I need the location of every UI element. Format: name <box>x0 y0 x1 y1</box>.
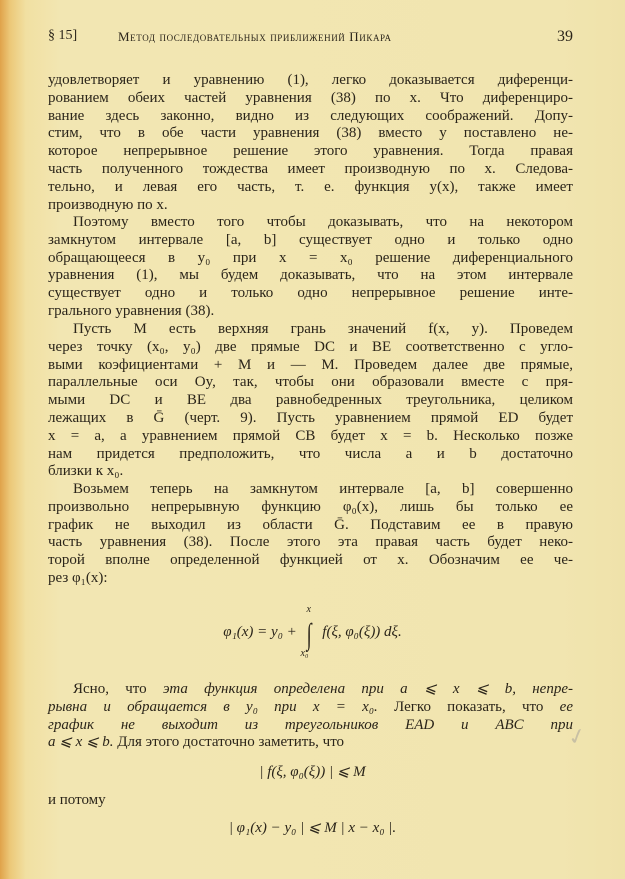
text-line <box>48 681 573 699</box>
paragraph-4 <box>48 481 573 588</box>
text-segment: Для этого достаточно заметить, что <box>113 734 345 751</box>
formula-phi1 <box>0 604 625 659</box>
text-line: произвольно непрерывную функцию φ₀(x), лишь бы только ее <box>48 498 573 515</box>
running-title: Метод последовательных приближений Пикара <box>118 29 392 44</box>
text-line <box>48 734 573 752</box>
paragraph-3 <box>48 321 573 481</box>
text-line: вание здесь законно, видно из следующих соображений. Допу- <box>48 107 573 124</box>
text-line: параллельные оси Oy, так, чтобы они образовали вместе с пря- <box>48 374 573 391</box>
paragraph-1 <box>48 72 573 214</box>
formula-lhs: φ₁(x) = y₀ + <box>223 624 297 640</box>
italic-segment: a ⩽ x ⩽ b. <box>48 734 114 751</box>
page-header <box>48 28 573 48</box>
text-line: часть полученного тождества имеет производную по x. Следова- <box>48 160 573 177</box>
text-line: близки к x₀. <box>48 463 124 480</box>
formula-bound: | f(ξ, φ₀(ξ)) | ⩽ M <box>259 764 366 780</box>
text-line: тельно, и левая его часть, т. е. функция y(x), также имеет <box>48 178 573 195</box>
text-line: Пусть M есть верхняя грань значений f(x, y). Проведем <box>73 321 573 337</box>
text-line: стим, что в обе части уравнения (38) вместо y поставлено не- <box>48 125 573 142</box>
text-segment: Легко показать, что <box>377 698 560 715</box>
integral-lower-limit: x₀ <box>300 648 309 659</box>
italic-segment: эта функция определена при a ⩽ x ⩽ b, непре- <box>162 681 573 697</box>
italic-segment: ее <box>559 698 573 715</box>
text-line: нам придется предположить, что числа a и b достаточно <box>48 445 573 462</box>
section-number: § 15] <box>48 28 78 43</box>
text-line: замкнутом интервале [a, b] существует одно и только одно <box>48 231 573 248</box>
text-line: x = a, а уравнением прямой CB будет x = b. Несколько позже <box>48 427 573 444</box>
text-line: выми коэфициентами + M и — M. Проведем далее две прямые, <box>48 356 573 373</box>
text-line: удовлетворяет и уравнению (1), легко доказывается диференци- <box>48 72 573 88</box>
text-segment: Ясно, что <box>73 681 163 697</box>
formula-integrand: f(ξ, φ₀(ξ)) dξ. <box>322 624 402 640</box>
page-number: 39 <box>557 28 573 45</box>
text-line: уравнения (1), мы будем доказывать, что на этом интервале <box>48 267 573 284</box>
pencil-check-mark-icon: ✓ <box>564 722 590 751</box>
italic-segment: рывна и обращается в y₀ при x = x₀. <box>48 698 378 715</box>
text-line: через точку (x₀, y₀) две прямые DC и BE соответственно с угло- <box>48 338 573 355</box>
and-therefore-text: и потому <box>48 792 106 808</box>
text-line: Поэтому вместо того чтобы доказывать, что на некотором <box>73 214 573 230</box>
text-line: рованием обеих частей уравнения (38) по x. Что диференциро- <box>48 89 573 106</box>
paragraph-5 <box>48 681 573 752</box>
text-line: график не выходит из треугольников EAD и ABC при <box>48 716 573 733</box>
text-line: Возьмем теперь на замкнутом интервале [a, b] совершенно <box>73 481 573 497</box>
text-line: часть уравнения (38). После этого эта правая часть будет неко- <box>48 534 573 551</box>
integral-sign: ∫ <box>307 618 313 651</box>
text-line: график не выходил из области Ḡ. Подставим ее в правую <box>48 516 573 533</box>
text-line <box>48 699 573 717</box>
text-line: которое непрерывное решение этого уравнения. Тогда правая <box>48 143 573 160</box>
integral-upper-limit: x <box>306 604 311 615</box>
paragraph-2 <box>48 214 573 321</box>
formula-estimate: | φ₁(x) − y₀ | ⩽ M | x − x₀ |. <box>228 820 397 836</box>
text-line: торой вполне определенной функцией от x. Обозначим ее че- <box>48 552 573 569</box>
text-line: производную по x. <box>48 196 168 213</box>
text-line: обращающееся в y₀ при x = x₀ решение диференциального <box>48 249 573 266</box>
text-line: грального уравнения (38). <box>48 302 215 319</box>
text-line: рез φ₁(x): <box>48 569 108 586</box>
text-line: мыми DC и BE два равнобедренных треугольника, целиком <box>48 392 573 409</box>
text-line: существует одно и только одно непрерывное решение инте- <box>48 285 573 302</box>
text-line: лежащих в Ḡ (черт. 9). Пусть уравнением прямой ED будет <box>48 409 573 426</box>
